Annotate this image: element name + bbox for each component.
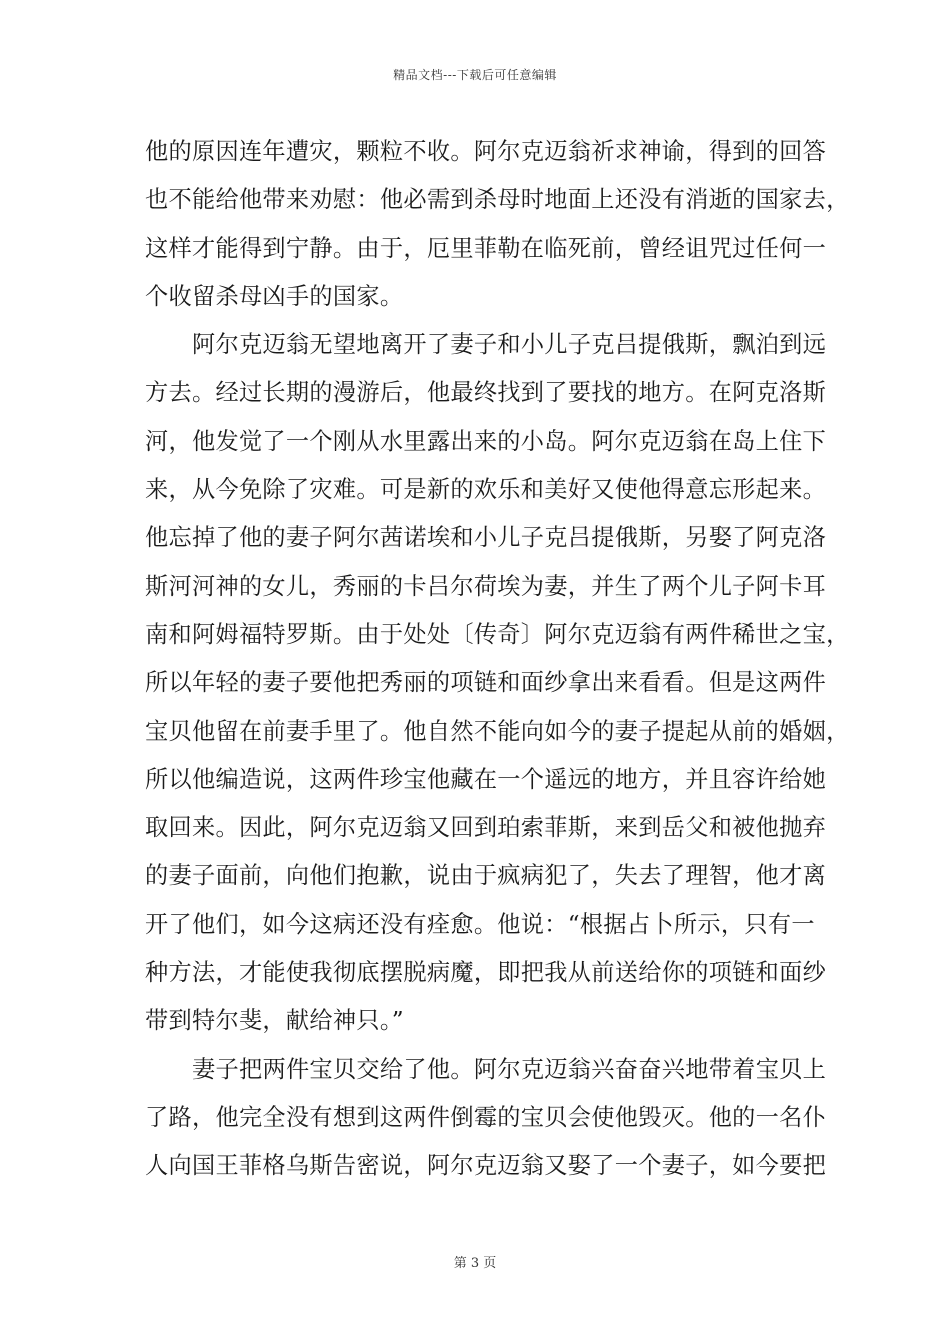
text-line: 他的原因连年遭灾，颗粒不收。阿尔克迈翁祈求神谕，得到的回答 xyxy=(145,138,827,165)
text-line: 南和阿姆福特罗斯。由于处处〔传奇〕阿尔克迈翁有两件稀世之宝， xyxy=(145,620,850,648)
text-line: 个收留杀母凶手的国家。 xyxy=(145,282,404,310)
text-line: 了路，他完全没有想到这两件倒霉的宝贝会使他毁灭。他的一名仆 xyxy=(145,1103,827,1131)
text-line: 妻子把两件宝贝交给了他。阿尔克迈翁兴奋奋兴地带着宝贝上 xyxy=(192,1055,827,1083)
page-number: 第 3 页 xyxy=(453,1256,497,1271)
text-line: 宝贝他留在前妻手里了。他自然不能向如今的妻子提起从前的婚姻， xyxy=(145,717,850,745)
text-line: 斯河河神的女儿，秀丽的卡吕尔荷埃为妻，并生了两个儿子阿卡耳 xyxy=(145,572,827,600)
page-header: 精品文档---下载后可任意编辑 xyxy=(393,68,557,82)
text-line: 的妻子面前，向他们抱歉，说由于疯病犯了，失去了理智，他才离 xyxy=(145,862,827,890)
text-line: 方去。经过长期的漫游后，他最终找到了要找的地方。在阿克洛斯 xyxy=(145,379,827,407)
text-line: 也不能给他带来劝慰：他必需到杀母时地面上还没有消逝的国家去， xyxy=(145,186,850,214)
text-line: 河，他发觉了一个刚从水里露出来的小岛。阿尔克迈翁在岛上住下 xyxy=(145,427,827,455)
text-line: 带到特尔斐，献给神只。” xyxy=(145,1007,404,1035)
text-line: 所以年轻的妻子要他把秀丽的项链和面纱拿出来看看。但是这两件 xyxy=(145,669,827,697)
text-line: 开了他们，如今这病还没有痊愈。他说：“根据占卜所示，只有一 xyxy=(145,910,815,938)
text-line: 这样才能得到宁静。由于，厄里菲勒在临死前，曾经诅咒过任何一 xyxy=(145,234,827,262)
text-line: 人向国王菲格乌斯告密说，阿尔克迈翁又娶了一个妻子，如今要把 xyxy=(145,1152,827,1180)
text-line: 取回来。因此，阿尔克迈翁又回到珀索菲斯，来到岳父和被他抛弃 xyxy=(145,814,827,842)
document-body xyxy=(145,128,850,1191)
text-line: 种方法，才能使我彻底摆脱病魔，即把我从前送给你的项链和面纱 xyxy=(145,959,827,987)
text-line: 他忘掉了他的妻子阿尔茜诺埃和小儿子克吕提俄斯，另娶了阿克洛 xyxy=(145,524,827,552)
text-line: 来，从今免除了灾难。可是新的欢乐和美好又使他得意忘形起来。 xyxy=(145,476,827,504)
text-line: 阿尔克迈翁无望地离开了妻子和小儿子克吕提俄斯，飘泊到远 xyxy=(192,331,827,359)
text-line: 所以他编造说，这两件珍宝他藏在一个遥远的地方，并且容许给她 xyxy=(145,765,827,793)
